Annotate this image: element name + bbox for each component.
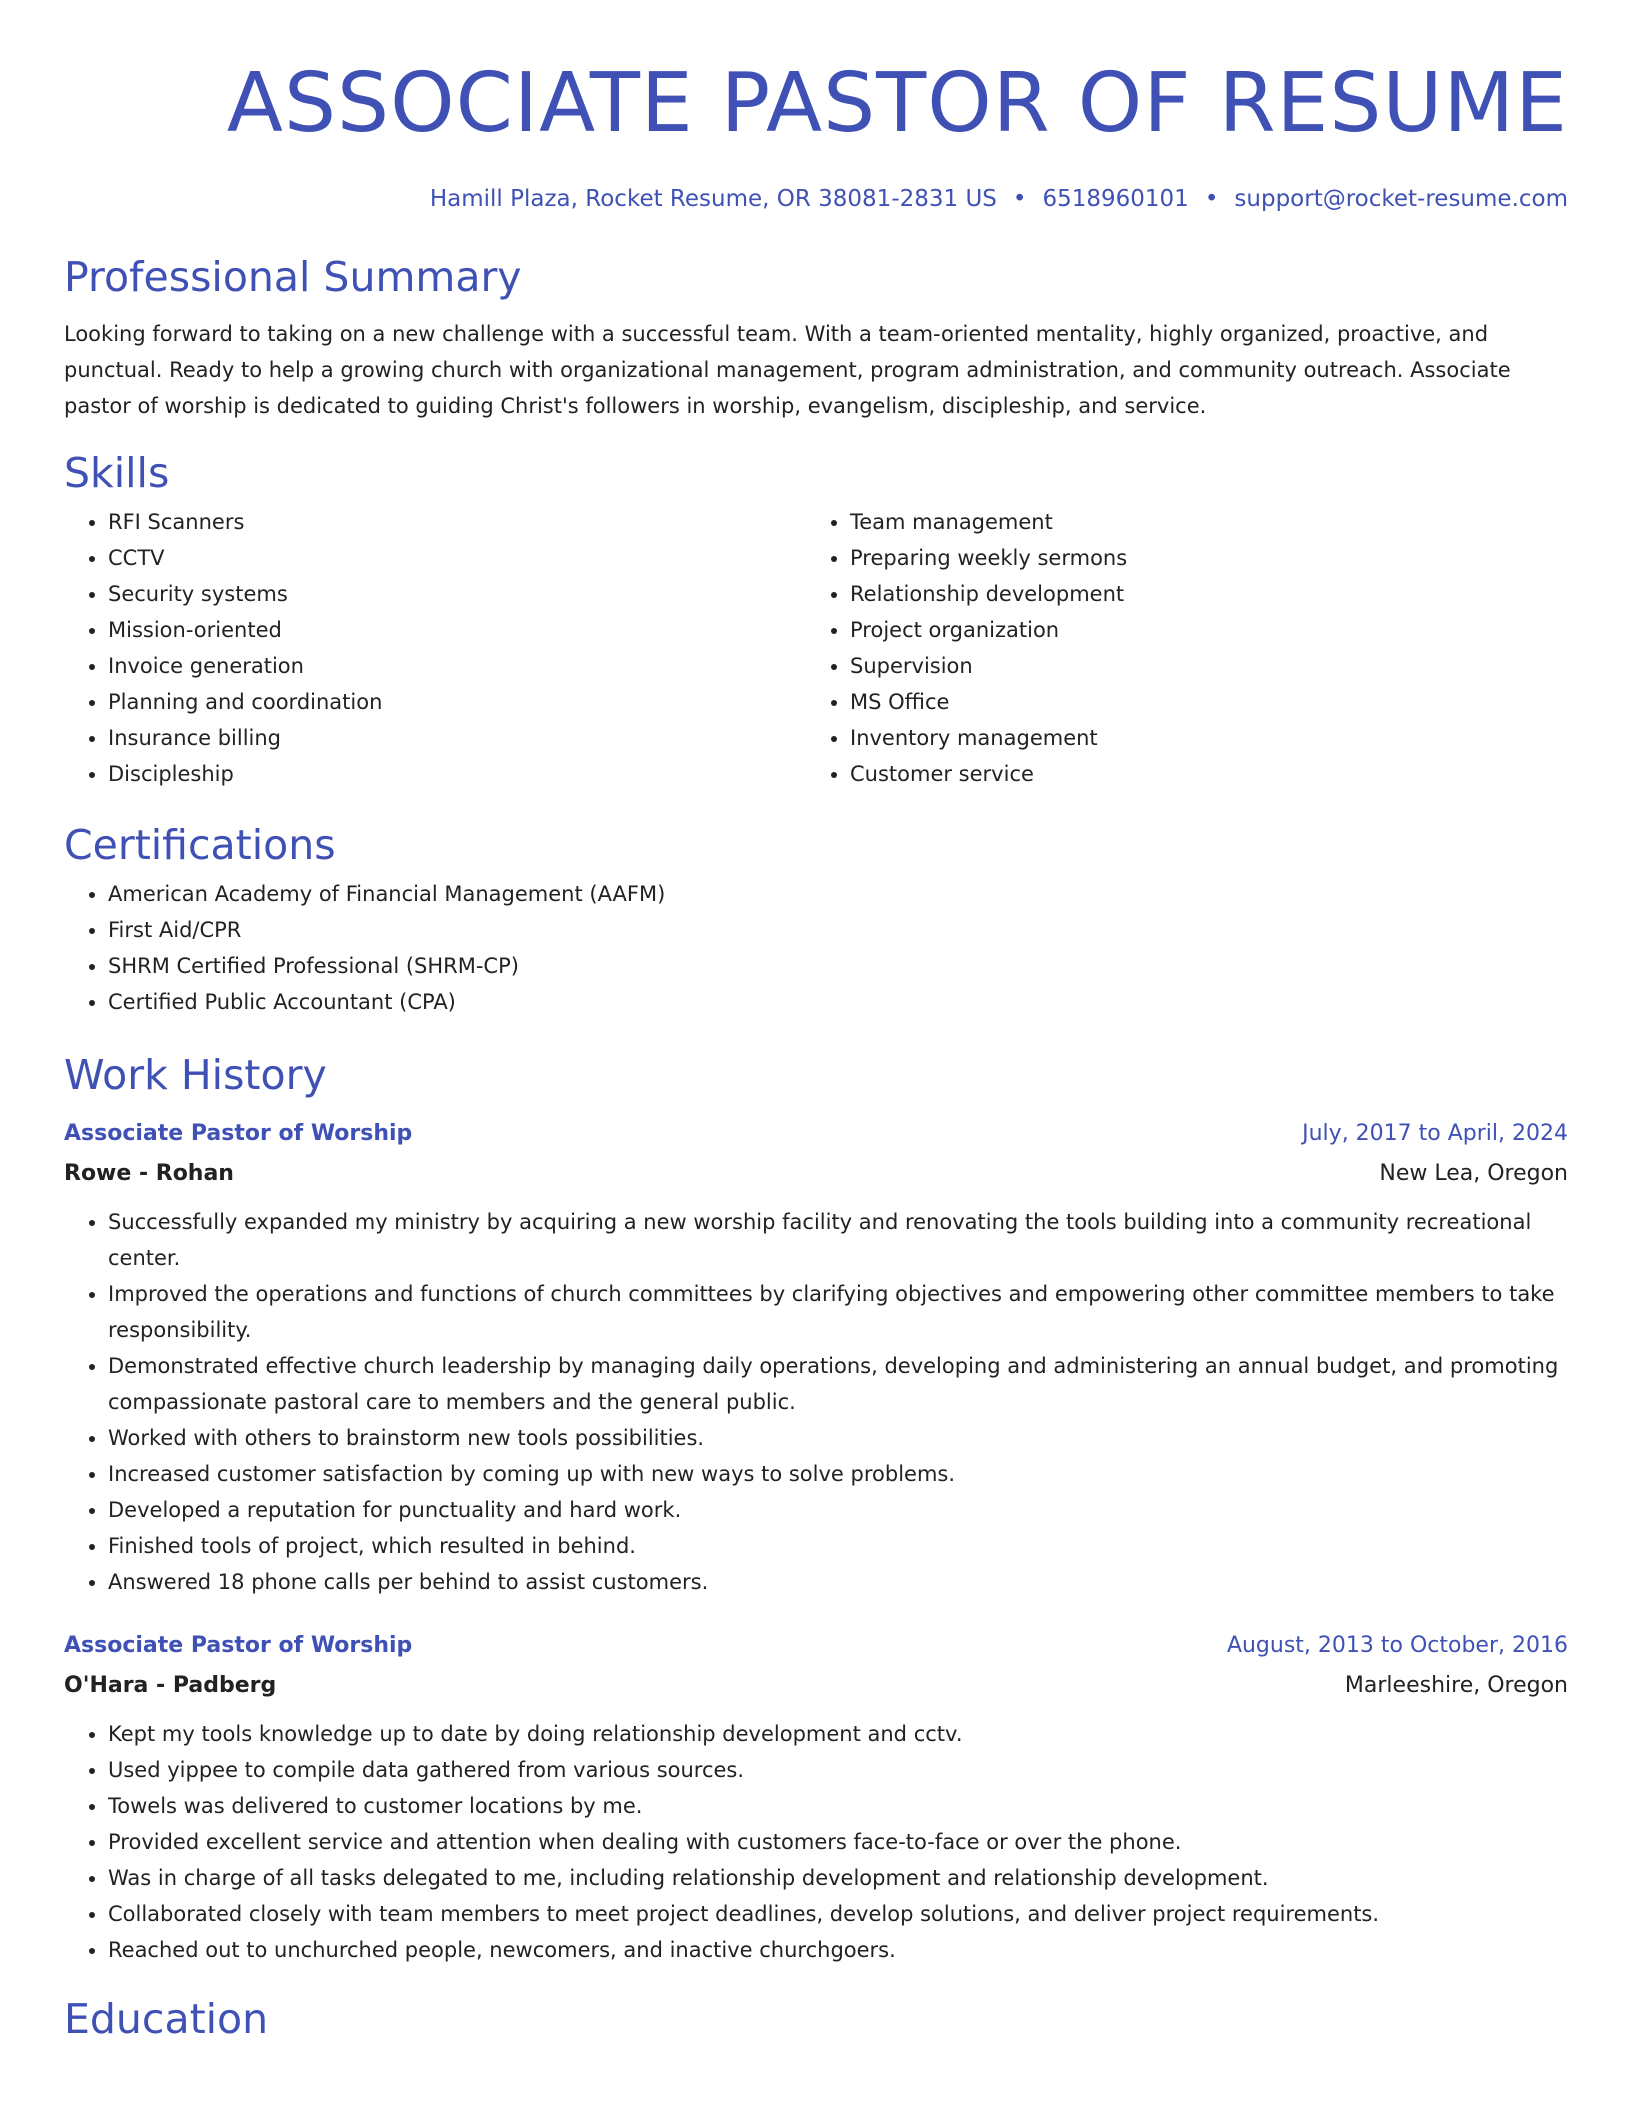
contact-separator: •: [1012, 186, 1027, 212]
skills-columns: [64, 504, 1568, 792]
job-bullet: • Provided excellent service and attention when dealing with customers face-to-face or over the phone.: [108, 1824, 1568, 1860]
job-entry: [64, 1114, 1568, 1600]
skills-column-left: [64, 504, 806, 792]
skill-item: • RFI Scanners: [108, 504, 806, 540]
skill-item: • Inventory management: [850, 720, 1548, 756]
job-bullet: • Reached out to unchurched people, newcomers, and inactive churchgoers.: [108, 1932, 1568, 1968]
skill-item: • Supervision: [850, 648, 1548, 684]
job-entry: [64, 1626, 1568, 1968]
job-bullets: [64, 1204, 1568, 1600]
skill-item: • Customer service: [850, 756, 1548, 792]
job-dates: July, 2017 to April, 2024: [1302, 1121, 1568, 1146]
job-bullet: • Towels was delivered to customer locations by me.: [108, 1788, 1568, 1824]
certification-item: • American Academy of Financial Management (AAFM): [108, 876, 1568, 912]
skill-item: • Preparing weekly sermons: [850, 540, 1548, 576]
skill-item: • MS Office: [850, 684, 1548, 720]
certifications-heading: Certifications: [64, 821, 336, 869]
contact-line: [64, 186, 1568, 212]
job-company: O'Hara - Padberg: [64, 1673, 277, 1698]
skill-item: • CCTV: [108, 540, 806, 576]
job-title-row: [64, 1626, 1568, 1666]
skill-item: • Insurance billing: [108, 720, 806, 756]
job-dates: August, 2013 to October, 2016: [1226, 1633, 1568, 1658]
contact-phone: 6518960101: [1042, 186, 1189, 212]
certification-item: • Certified Public Accountant (CPA): [108, 984, 1568, 1020]
job-company-row: [64, 1154, 1568, 1194]
skills-column-right: [806, 504, 1548, 792]
job-title: Associate Pastor of Worship: [64, 1121, 413, 1146]
job-bullet: • Worked with others to brainstorm new tools possibilities.: [108, 1420, 1568, 1456]
job-bullet: • Finished tools of project, which resulted in behind.: [108, 1528, 1568, 1564]
skill-item: • Security systems: [108, 576, 806, 612]
summary-text: Looking forward to taking on a new challenge with a successful team. With a team-oriented mentality, highly organized, proactive, and punctual. Ready to help a growing church with organizational management, program administration, and community outreach. Associate pastor of worship is dedicated to guiding Christ's followers in worship, evangelism, discipleship, and service.: [64, 322, 1511, 418]
job-company-row: [64, 1666, 1568, 1706]
skill-item: • Project organization: [850, 612, 1548, 648]
contact-separator: •: [1204, 186, 1219, 212]
certifications-list: [64, 876, 1568, 1020]
job-bullet: • Increased customer satisfaction by coming up with new ways to solve problems.: [108, 1456, 1568, 1492]
skill-item: • Relationship development: [850, 576, 1548, 612]
job-bullet: • Was in charge of all tasks delegated to me, including relationship development and relationship development.: [108, 1860, 1568, 1896]
education-heading: Education: [64, 1995, 269, 2043]
job-bullet: • Answered 18 phone calls per behind to assist customers.: [108, 1564, 1568, 1600]
skill-item: • Discipleship: [108, 756, 806, 792]
skill-item: • Team management: [850, 504, 1548, 540]
job-bullet: • Collaborated closely with team members to meet project deadlines, develop solutions, and deliver project requirements.: [108, 1896, 1568, 1932]
resume-page: [64, 0, 1568, 2044]
contact-email: support@rocket-resume.com: [1234, 186, 1568, 212]
job-title: Associate Pastor of Worship: [64, 1633, 413, 1658]
job-bullet: • Used yippee to compile data gathered from various sources.: [108, 1752, 1568, 1788]
job-location: New Lea, Oregon: [1379, 1161, 1568, 1186]
job-bullet: • Successfully expanded my ministry by acquiring a new worship facility and renovating the tools building into a community recreational center.: [108, 1204, 1568, 1276]
job-bullet: • Demonstrated effective church leadership by managing daily operations, developing and administering an annual budget, and promoting compassionate pastoral care to members and the general public.: [108, 1348, 1568, 1420]
job-bullet: • Kept my tools knowledge up to date by doing relationship development and cctv.: [108, 1716, 1568, 1752]
job-bullet: • Developed a reputation for punctuality and hard work.: [108, 1492, 1568, 1528]
skills-heading: Skills: [64, 449, 170, 497]
contact-address: Hamill Plaza, Rocket Resume, OR 38081-2831 US: [429, 186, 997, 212]
skill-item: • Planning and coordination: [108, 684, 806, 720]
resume-name: ASSOCIATE PASTOR OF RESUME: [226, 56, 1568, 151]
work-history-heading: Work History: [64, 1051, 327, 1099]
job-location: Marleeshire, Oregon: [1344, 1673, 1568, 1698]
job-bullets: [64, 1716, 1568, 1968]
job-title-row: [64, 1114, 1568, 1154]
summary-heading: Professional Summary: [64, 253, 522, 301]
certification-item: • SHRM Certified Professional (SHRM-CP): [108, 948, 1568, 984]
skill-item: • Invoice generation: [108, 648, 806, 684]
skill-item: • Mission-oriented: [108, 612, 806, 648]
job-company: Rowe - Rohan: [64, 1161, 234, 1186]
certification-item: • First Aid/CPR: [108, 912, 1568, 948]
job-bullet: • Improved the operations and functions of church committees by clarifying objectives and empowering other committee members to take responsibility.: [108, 1276, 1568, 1348]
